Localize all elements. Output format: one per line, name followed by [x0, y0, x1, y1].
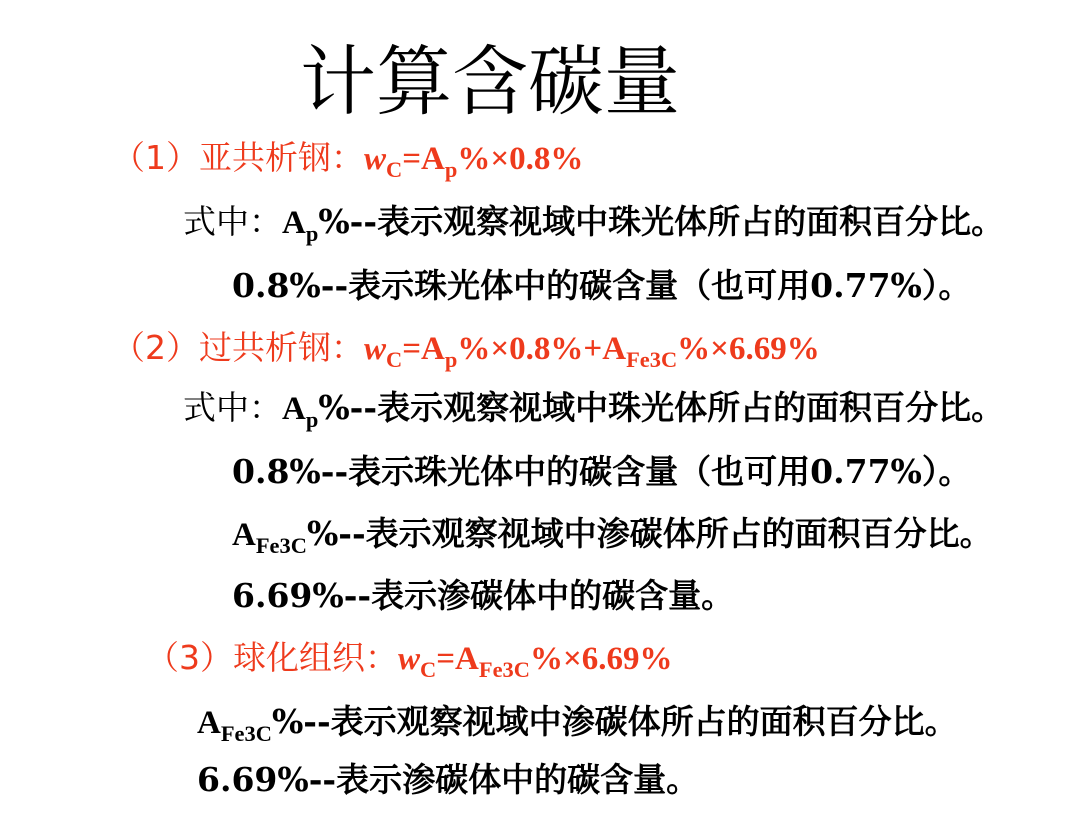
case2-desc-prefix: 式中：: [183, 388, 282, 427]
case1-desc-a-text: %--表示观察视域中珠光体所占的面积百分比。: [318, 202, 1005, 241]
case2-desc-line4: 6.69%--表示渗碳体中的碳含量。: [232, 576, 735, 615]
case2-label: （2）过共析钢：: [112, 328, 364, 367]
case1-desc-prefix: 式中：: [183, 202, 282, 241]
case2-w: w: [364, 331, 387, 367]
case1-desc-line2: 0.8%--表示珠光体中的碳含量（也可用0.77%）。: [232, 266, 972, 305]
case3-label: （3）球化组织：: [146, 638, 398, 677]
page-title: 计算含碳量: [300, 37, 680, 126]
case1-w: w: [364, 141, 387, 177]
case2-p-sub: p: [444, 346, 458, 372]
case1-desc-line1: [183, 200, 1004, 245]
case3-formula: [146, 636, 673, 681]
case1-eq: =A: [402, 141, 445, 177]
case2-eq: =A: [402, 331, 445, 367]
case3-w-sub: C: [420, 656, 437, 682]
case2-desc-line3-text: %--表示观察视域中渗碳体所占的面积百分比。: [306, 514, 993, 553]
case3-eq: =A: [436, 641, 479, 677]
case3-desc-line1: [197, 700, 958, 745]
case2-desc-line2: 0.8%--表示珠光体中的碳含量（也可用0.77%）。: [232, 452, 972, 491]
case3-desc-line1-sub: Fe3C: [220, 720, 272, 746]
case1-w-sub: C: [386, 156, 403, 182]
case2-desc-a-text: %--表示观察视域中珠光体所占的面积百分比。: [318, 388, 1005, 427]
case1-formula: [112, 136, 583, 181]
case1-label: （1）亚共析钢：: [112, 138, 364, 177]
case2-formula: [112, 326, 820, 371]
case1-desc-a-sub: p: [305, 220, 319, 246]
case2-desc-line1: [183, 386, 1004, 431]
case3-desc-line1-text: %--表示观察视域中渗碳体所占的面积百分比。: [271, 702, 958, 741]
case2-desc-a-sub: p: [305, 406, 319, 432]
case1-rest: %×0.8%: [457, 141, 584, 177]
case3-desc-line1-a: A: [197, 705, 221, 741]
case2-w-sub: C: [386, 346, 403, 372]
case2-desc-a: A: [282, 391, 306, 427]
case1-p-sub: p: [444, 156, 458, 182]
case2-desc-line3: [232, 512, 993, 557]
case2-fe-sub: Fe3C: [626, 346, 678, 372]
case2-rest: %×6.69%: [677, 331, 820, 367]
case2-desc-line3-a: A: [232, 517, 256, 553]
case2-mid: %×0.8%+A: [457, 331, 627, 367]
case3-desc-line2: 6.69%--表示渗碳体中的碳含量。: [197, 760, 700, 799]
case3-fe-sub: Fe3C: [478, 656, 530, 682]
case3-w: w: [398, 641, 421, 677]
case3-rest: %×6.69%: [529, 641, 673, 677]
case1-desc-a: A: [282, 205, 306, 241]
case2-desc-line3-sub: Fe3C: [255, 532, 307, 558]
